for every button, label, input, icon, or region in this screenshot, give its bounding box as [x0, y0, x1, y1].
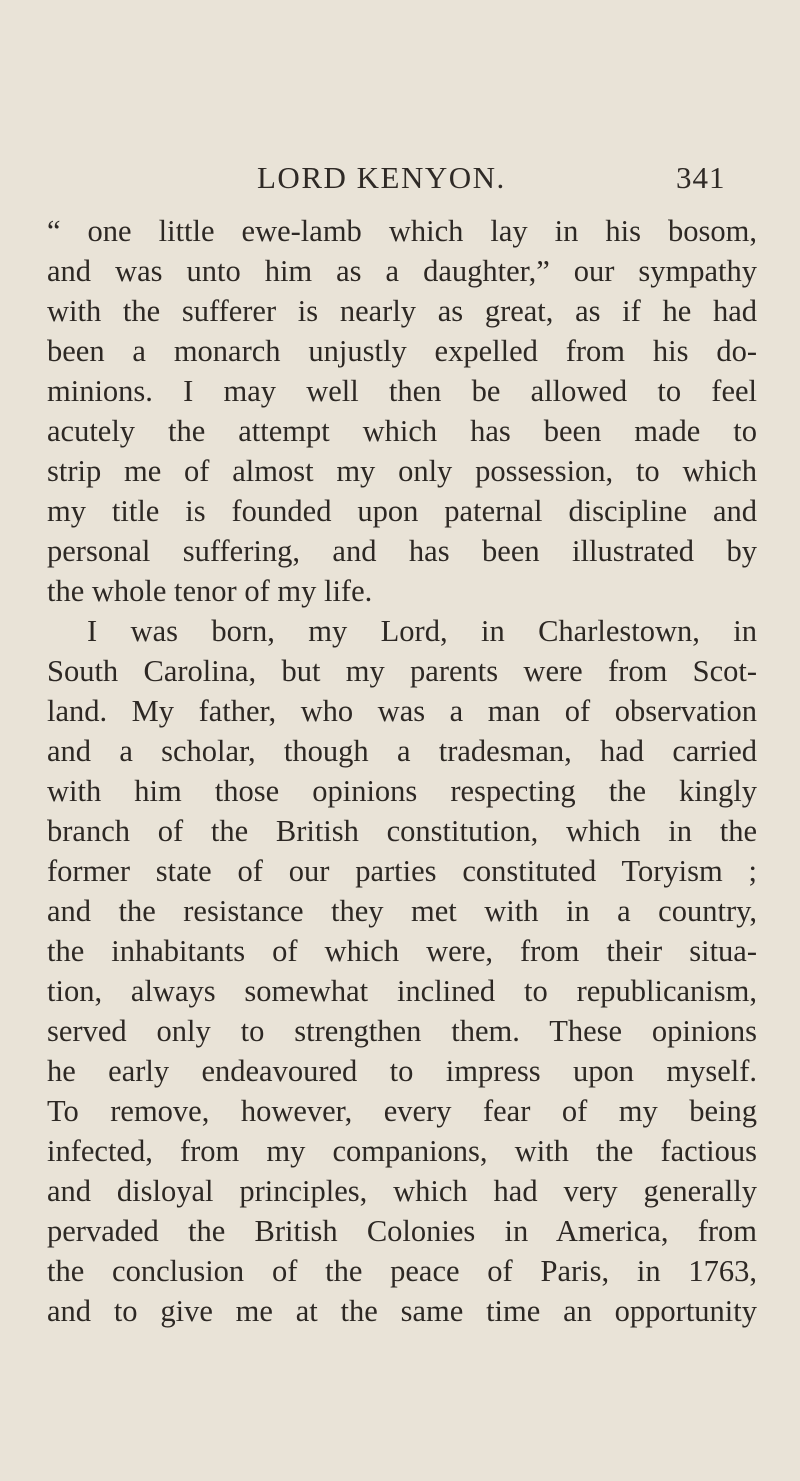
text-line: and to give me at the same time an opportunity [47, 1294, 757, 1328]
text-line: personal suffering, and has been illustrated by [47, 534, 757, 568]
text-line: with him those opinions respecting the kingly [47, 774, 757, 808]
text-line: infected, from my companions, with the factious [47, 1134, 757, 1168]
text-line: the whole tenor of my life. [47, 574, 373, 608]
text-line: the conclusion of the peace of Paris, in 1763, [47, 1254, 757, 1288]
text-line: acutely the attempt which has been made to [47, 414, 757, 448]
text-line: I was born, my Lord, in Charlestown, in [87, 614, 757, 648]
text-line: branch of the British constitution, which in the [47, 814, 757, 848]
text-line: and a scholar, though a tradesman, had carried [47, 734, 757, 768]
text-line: “ one little ewe-lamb which lay in his bosom, [47, 214, 757, 248]
text-line: To remove, however, every fear of my being [47, 1094, 757, 1128]
text-line: and disloyal principles, which had very generally [47, 1174, 757, 1208]
text-line: served only to strengthen them. These opinions [47, 1014, 757, 1048]
text-line: pervaded the British Colonies in America, from [47, 1214, 757, 1248]
text-line: with the sufferer is nearly as great, as if he had [47, 294, 757, 328]
text-line: former state of our parties constituted Toryism ; [47, 854, 757, 888]
text-line: and the resistance they met with in a country, [47, 894, 757, 928]
text-line: my title is founded upon paternal discipline and [47, 494, 757, 528]
text-line: been a monarch unjustly expelled from his do- [47, 334, 757, 368]
text-line: minions. I may well then be allowed to feel [47, 374, 757, 408]
page-header [0, 160, 800, 200]
text-line: land. My father, who was a man of observation [47, 694, 757, 728]
text-line: he early endeavoured to impress upon myself. [47, 1054, 757, 1088]
text-line: South Carolina, but my parents were from Scot- [47, 654, 757, 688]
page-number: 341 [676, 160, 726, 195]
text-line: the inhabitants of which were, from their situa- [47, 934, 757, 968]
text-line: and was unto him as a daughter,” our sympathy [47, 254, 757, 288]
running-title: LORD KENYON. [257, 160, 506, 195]
text-line: strip me of almost my only possession, to which [47, 454, 757, 488]
text-line: tion, always somewhat inclined to republicanism, [47, 974, 757, 1008]
